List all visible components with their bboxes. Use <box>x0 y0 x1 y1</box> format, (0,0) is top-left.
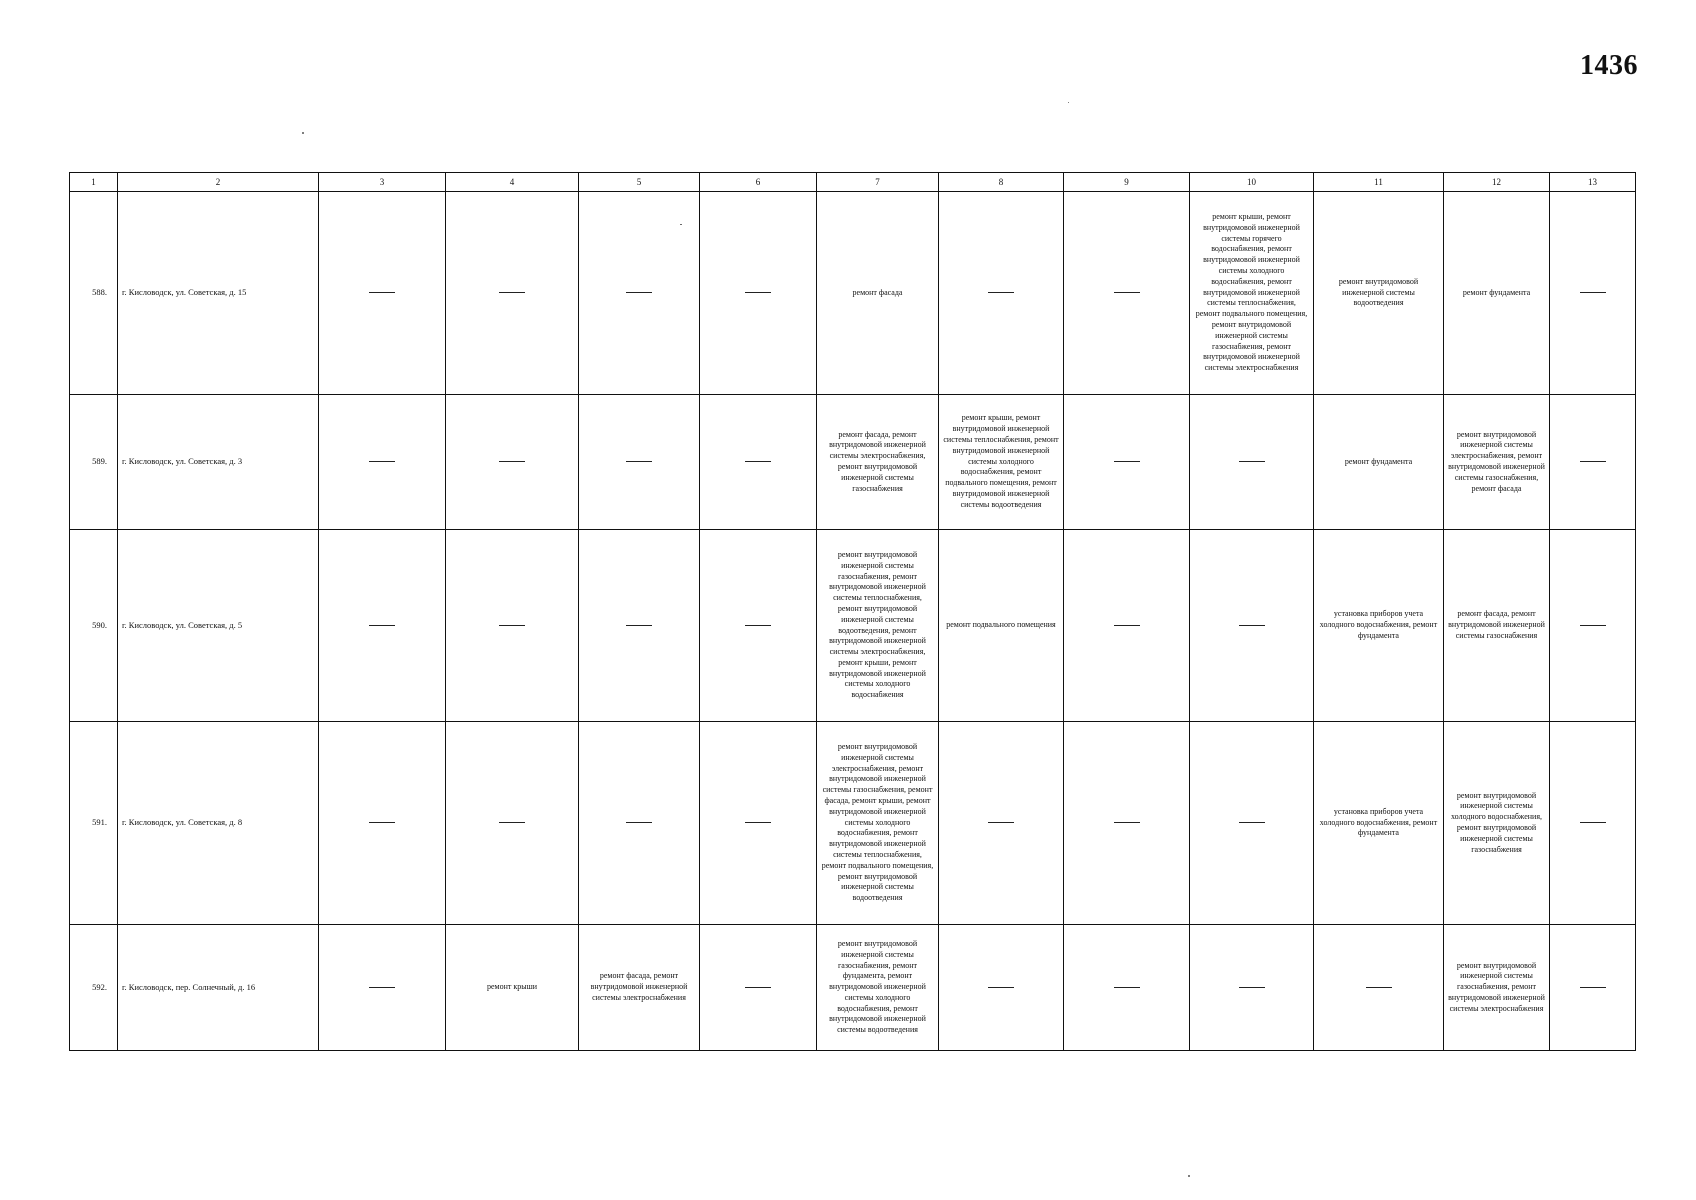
table-row <box>70 395 1636 530</box>
dash-mark <box>1580 461 1606 462</box>
dash-mark <box>745 822 771 823</box>
column-number-11: 11 <box>1314 173 1444 192</box>
dash-mark <box>1580 625 1606 626</box>
work-description-cell: ремонт крыши, ремонт внутридомовой инженерной системы горячего водоснабжения, ремонт внутридомовой инженерной системы холодного водоснабжения, ремонт внутридомовой инженерной системы теплоснабжения, ремонт подвального помещения, ремонт внутридомовой инженерной системы газоснабжения, ремонт внутридомовой инженерной системы электроснабжения <box>1190 192 1314 395</box>
column-number-5: 5 <box>579 173 700 192</box>
empty-dash-cell <box>446 530 579 722</box>
work-description-cell: ремонт фасада, ремонт внутридомовой инженерной системы электроснабжения, ремонт внутридомовой инженерной системы газоснабжения <box>817 395 939 530</box>
column-number-9: 9 <box>1064 173 1190 192</box>
scan-speck <box>1188 1175 1190 1177</box>
empty-dash-cell <box>1190 395 1314 530</box>
dash-mark <box>1114 822 1140 823</box>
table-row <box>70 530 1636 722</box>
dash-mark <box>626 625 652 626</box>
table-row <box>70 722 1636 925</box>
work-description-cell: ремонт фасада, ремонт внутридомовой инженерной системы газоснабжения <box>1444 530 1550 722</box>
empty-dash-cell <box>579 722 700 925</box>
dash-mark <box>369 987 395 988</box>
address-cell: г. Кисловодск, ул. Советская, д. 5 <box>118 530 319 722</box>
empty-dash-cell <box>1550 925 1636 1051</box>
work-description-cell: ремонт внутридомовой инженерной системы газоснабжения, ремонт внутридомовой инженерной системы теплоснабжения, ремонт внутридомовой инженерной системы водоотведения, ремонт внутридомовой инженерной системы электроснабжения, ремонт крыши, ремонт внутридомовой инженерной системы холодного водоснабжения <box>817 530 939 722</box>
dash-mark <box>1580 292 1606 293</box>
dash-mark <box>1239 822 1265 823</box>
empty-dash-cell <box>319 925 446 1051</box>
table-row <box>70 925 1636 1051</box>
work-description-cell: ремонт фундамента <box>1314 395 1444 530</box>
work-description-cell: ремонт внутридомовой инженерной системы электроснабжения, ремонт внутридомовой инженерной системы газоснабжения, ремонт фасада, ремонт крыши, ремонт внутридомовой инженерной системы холодного водоснабжения, ремонт внутридомовой инженерной системы теплоснабжения, ремонт подвального помещения, ремонт внутридомовой инженерной системы водоотведения <box>817 722 939 925</box>
dash-mark <box>1580 822 1606 823</box>
dash-mark <box>499 822 525 823</box>
dash-mark <box>1114 625 1140 626</box>
dash-mark <box>1239 987 1265 988</box>
scan-speck <box>302 132 304 134</box>
dash-mark <box>369 292 395 293</box>
row-number-cell: 588. <box>70 192 118 395</box>
empty-dash-cell <box>939 722 1064 925</box>
empty-dash-cell <box>939 925 1064 1051</box>
empty-dash-cell <box>1314 925 1444 1051</box>
address-cell: г. Кисловодск, ул. Советская, д. 3 <box>118 395 319 530</box>
dash-mark <box>745 625 771 626</box>
empty-dash-cell <box>319 722 446 925</box>
row-number-cell: 590. <box>70 530 118 722</box>
empty-dash-cell <box>319 395 446 530</box>
empty-dash-cell <box>1190 925 1314 1051</box>
page-number: 1436 <box>1580 50 1638 81</box>
work-description-cell: ремонт фасада <box>817 192 939 395</box>
work-description-cell: ремонт внутридомовой инженерной системы водоотведения <box>1314 192 1444 395</box>
row-number-cell: 589. <box>70 395 118 530</box>
column-number-10: 10 <box>1190 173 1314 192</box>
work-description-cell: ремонт фасада, ремонт внутридомовой инженерной системы электроснабжения <box>579 925 700 1051</box>
work-description-cell: ремонт крыши, ремонт внутридомовой инженерной системы теплоснабжения, ремонт внутридомовой инженерной системы холодного водоснабжения, ремонт подвального помещения, ремонт внутридомовой инженерной системы водоотведения <box>939 395 1064 530</box>
work-description-cell: ремонт внутридомовой инженерной системы газоснабжения, ремонт внутридомовой инженерной системы электроснабжения <box>1444 925 1550 1051</box>
address-cell: г. Кисловодск, пер. Солнечный, д. 16 <box>118 925 319 1051</box>
dash-mark <box>626 292 652 293</box>
empty-dash-cell <box>1064 925 1190 1051</box>
empty-dash-cell <box>939 192 1064 395</box>
column-number-3: 3 <box>319 173 446 192</box>
empty-dash-cell <box>446 192 579 395</box>
dash-mark <box>369 822 395 823</box>
empty-dash-cell <box>319 530 446 722</box>
address-cell: г. Кисловодск, ул. Советская, д. 15 <box>118 192 319 395</box>
table-row <box>70 192 1636 395</box>
empty-dash-cell <box>700 395 817 530</box>
column-number-1: 1 <box>70 173 118 192</box>
column-number-header-row <box>70 173 1636 192</box>
empty-dash-cell <box>1064 722 1190 925</box>
empty-dash-cell <box>446 395 579 530</box>
work-description-cell: ремонт внутридомовой инженерной системы холодного водоснабжения, ремонт внутридомовой инженерной системы газоснабжения <box>1444 722 1550 925</box>
dash-mark <box>626 461 652 462</box>
work-description-cell: ремонт внутридомовой инженерной системы электроснабжения, ремонт внутридомовой инженерной системы газоснабжения, ремонт фасада <box>1444 395 1550 530</box>
address-cell: г. Кисловодск, ул. Советская, д. 8 <box>118 722 319 925</box>
empty-dash-cell <box>700 722 817 925</box>
scan-speck <box>1068 102 1069 103</box>
empty-dash-cell <box>1064 530 1190 722</box>
empty-dash-cell <box>1550 530 1636 722</box>
column-number-12: 12 <box>1444 173 1550 192</box>
empty-dash-cell <box>700 530 817 722</box>
row-number-cell: 591. <box>70 722 118 925</box>
dash-mark <box>369 625 395 626</box>
column-number-4: 4 <box>446 173 579 192</box>
dash-mark <box>369 461 395 462</box>
dash-mark <box>499 292 525 293</box>
work-description-cell: ремонт фундамента <box>1444 192 1550 395</box>
empty-dash-cell <box>1550 192 1636 395</box>
dash-mark <box>988 292 1014 293</box>
repair-schedule-table <box>69 172 1636 1051</box>
dash-mark <box>1239 625 1265 626</box>
dash-mark <box>1239 461 1265 462</box>
empty-dash-cell <box>446 722 579 925</box>
dash-mark <box>499 625 525 626</box>
work-description-cell: установка приборов учета холодного водоснабжения, ремонт фундамента <box>1314 722 1444 925</box>
dash-mark <box>1114 987 1140 988</box>
dash-mark <box>745 987 771 988</box>
empty-dash-cell <box>319 192 446 395</box>
empty-dash-cell <box>700 192 817 395</box>
column-number-8: 8 <box>939 173 1064 192</box>
empty-dash-cell <box>579 530 700 722</box>
dash-mark <box>499 461 525 462</box>
dash-mark <box>1114 461 1140 462</box>
row-number-cell: 592. <box>70 925 118 1051</box>
work-description-cell: установка приборов учета холодного водоснабжения, ремонт фундамента <box>1314 530 1444 722</box>
dash-mark <box>745 292 771 293</box>
column-number-13: 13 <box>1550 173 1636 192</box>
dash-mark <box>626 822 652 823</box>
work-description-cell: ремонт крыши <box>446 925 579 1051</box>
dash-mark <box>1366 987 1392 988</box>
dash-mark <box>745 461 771 462</box>
empty-dash-cell <box>1550 395 1636 530</box>
dash-mark <box>988 822 1014 823</box>
column-number-2: 2 <box>118 173 319 192</box>
empty-dash-cell <box>1550 722 1636 925</box>
empty-dash-cell <box>1064 192 1190 395</box>
column-number-6: 6 <box>700 173 817 192</box>
empty-dash-cell <box>1064 395 1190 530</box>
dash-mark <box>1580 987 1606 988</box>
work-description-cell: ремонт подвального помещения <box>939 530 1064 722</box>
work-description-cell: ремонт внутридомовой инженерной системы газоснабжения, ремонт фундамента, ремонт внутридомовой инженерной системы холодного водоснабжения, ремонт внутридомовой инженерной системы водоотведения <box>817 925 939 1051</box>
column-number-7: 7 <box>817 173 939 192</box>
empty-dash-cell <box>579 395 700 530</box>
empty-dash-cell <box>700 925 817 1051</box>
dash-mark <box>1114 292 1140 293</box>
empty-dash-cell <box>1190 722 1314 925</box>
empty-dash-cell <box>1190 530 1314 722</box>
empty-dash-cell <box>579 192 700 395</box>
dash-mark <box>988 987 1014 988</box>
